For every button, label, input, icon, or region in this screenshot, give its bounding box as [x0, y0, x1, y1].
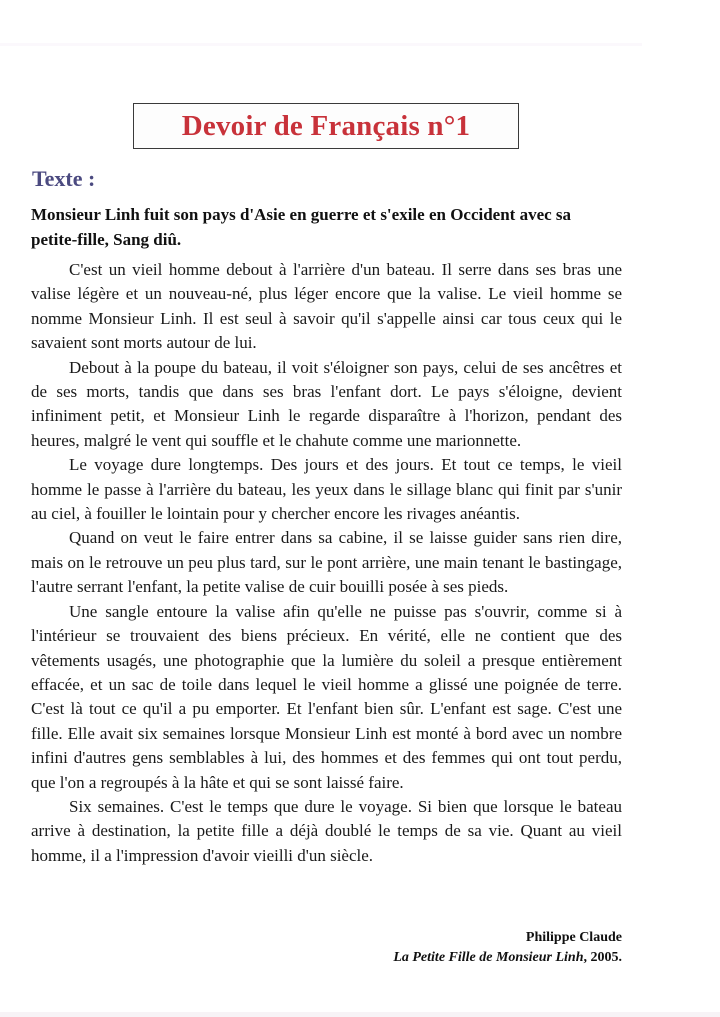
attribution — [393, 928, 622, 968]
paragraph: Le voyage dure longtemps. Des jours et des jours. Et tout ce temps, le vieil homme le passe à l'arrière du bateau, les yeux dans le sillage blanc qui finit par s'unir au ciel, à fouiller le lointain pour y chercher encore les rivages anéantis. — [31, 455, 622, 524]
top-rule — [0, 43, 642, 46]
source-citation — [393, 948, 622, 968]
paragraph: C'est un vieil homme debout à l'arrière d'un bateau. Il serre dans ses bras une valise légère et un nouveau-né, plus léger encore que la valise. Le vieil homme se nomme Monsieur Linh. Il est seul à savoir qu'il s'appelle ainsi car tous ceux qui le savaient sont morts autour de lui. — [31, 260, 622, 353]
paragraph: Debout à la poupe du bateau, il voit s'éloigner son pays, celui de ses ancêtres et de ses morts, tandis que dans ses bras l'enfant dort. Le pays s'éloigne, devient infiniment petit, et Monsieur Linh le regarde disparaître à l'horizon, pendant des heures, malgré le vent qui souffle et le chahute comme une marionnette. — [31, 357, 622, 450]
intro-summary: Monsieur Linh fuit son pays d'Asie en guerre et s'exile en Occident avec sa petite-fille, Sang diû. — [31, 205, 572, 249]
paragraph: Six semaines. C'est le temps que dure le voyage. Si bien que lorsque le bateau arrive à destination, la petite fille a déjà doublé le temps de sa vie. Quant au vieil homme, il a l'impression d'avoir vieilli d'un siècle. — [31, 796, 622, 865]
book-title: La Petite Fille de Monsieur Linh — [393, 950, 584, 965]
section-label: Texte : — [32, 166, 96, 191]
publication-year: , 2005. — [583, 950, 622, 965]
bottom-rule — [0, 1012, 720, 1017]
text-body — [31, 258, 622, 868]
paragraph: Une sangle entoure la valise afin qu'elle ne puisse pas s'ouvrir, comme si à l'intérieur se trouvaient des biens précieux. En vérité, elle ne contient que des vêtements usagés, une photographie que la lumière du soleil a presque entièrement effacée, et un sac de toile dans lequel le vieil homme a glissé une poignée de terre. C'est là tout ce qu'il a pu emporter. Et l'enfant bien sûr. L'enfant est sage. C'est une fille. Elle avait six semaines lorsque Monsieur Linh est monté à bord avec un nombre infini d'autres gens semblables à lui, des hommes et des femmes qui ont tout perdu, que l'on a regroupés à la hâte et qui se sont laissé faire. — [31, 601, 622, 792]
title-box — [133, 103, 519, 149]
author-name: Philippe Claude — [525, 930, 622, 945]
paragraph: Quand on veut le faire entrer dans sa cabine, il se laisse guider sans rien dire, mais on le retrouve un peu plus tard, sur le pont arrière, une main tenant le bastingage, l'autre serrant l'enfant, la petite valise de cuir bouilli posée à ses pieds. — [31, 528, 622, 597]
page-title: Devoir de Français n°1 — [181, 109, 471, 142]
